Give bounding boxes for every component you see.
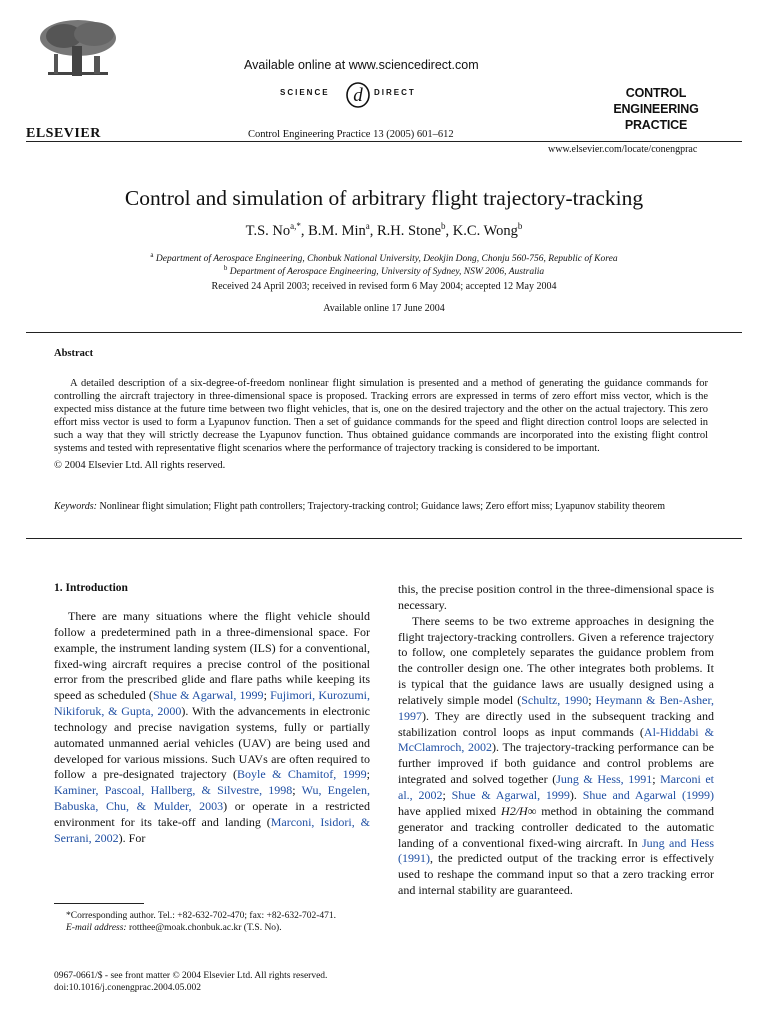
author-list: T.S. $No^{a,*}$, B.M. Min$^a$, R.H. Stone$^b$, K.C. Wong$^b$ bbox=[245, 221, 523, 239]
author-affil-mark: b bbox=[517, 221, 523, 231]
front-matter bbox=[54, 970, 384, 994]
math-h2-hinf: H2/H∞ bbox=[501, 803, 537, 818]
affiliation-a bbox=[0, 251, 768, 264]
journal-url[interactable]: www.elsevier.com/locate/conengprac bbox=[548, 144, 698, 155]
abstract-copyright: © 2004 Elsevier Ltd. All rights reserved. bbox=[54, 460, 226, 471]
author-affil-mark: a bbox=[365, 221, 370, 231]
header-rule bbox=[26, 141, 742, 142]
citation-link[interactable]: Fujimori, Kurozumi, Nikiforuk, & Gupta, 2000 bbox=[54, 688, 370, 719]
abstract-heading: Abstract bbox=[54, 348, 94, 359]
citation-link[interactable]: Marconi, Isidori, & Serrani, 2002 bbox=[54, 814, 370, 845]
affil-text: Department of Aerospace Engineering, Chonbuk National University, Deokjin Dong, Chonju 560-756, Republic of Korea bbox=[155, 254, 618, 265]
journal-name-line2: PRACTICE bbox=[624, 118, 688, 132]
author-name: T.S. No bbox=[245, 222, 291, 239]
paper-title: Control and simulation of arbitrary flight trajectory-tracking bbox=[124, 186, 644, 210]
citation-link[interactable]: Kaminer, Pascoal, Hallberg, & Silvestre, 1998 bbox=[54, 783, 293, 798]
body-column-right bbox=[398, 582, 714, 899]
keywords-label: Keywords: bbox=[54, 501, 97, 512]
citation-link[interactable]: Schultz, 1990 bbox=[521, 692, 589, 707]
svg-text:d: d bbox=[353, 85, 363, 106]
email-address[interactable]: rotthee@moak.chonbuk.ac.kr (T.S. No). bbox=[128, 923, 282, 933]
body-column-left bbox=[54, 609, 370, 847]
citation-link[interactable]: Shue and Agarwal (1999) bbox=[582, 787, 714, 802]
keywords-text: Nonlinear flight simulation; Flight path controllers; Trajectory-tracking control; Guidance laws; Zero effort miss; Lyapunov stability theorem bbox=[99, 501, 666, 512]
author-name: R.H. Stone bbox=[377, 222, 442, 239]
sd-d-icon bbox=[344, 79, 372, 109]
email-label: E-mail address: bbox=[66, 923, 127, 933]
sd-logo-left: SCIENCE bbox=[280, 88, 330, 97]
elsevier-tree-logo bbox=[34, 18, 122, 78]
email-note bbox=[54, 922, 370, 934]
journal-name bbox=[596, 85, 716, 133]
abstract-bottom-rule bbox=[26, 538, 742, 539]
journal-reference: Control Engineering Practice 13 (2005) 601–612 bbox=[248, 129, 454, 140]
available-online-text[interactable]: Available online at www.sciencedirect.com bbox=[244, 58, 479, 72]
sd-logo-right: DIRECT bbox=[374, 88, 416, 97]
intro-paragraph-1: There are many situations where the flight vehicle should follow a predetermined path in a three-dimensional space. For example, the instrument landing system (ILS) for a conventional, fixed-wing aircraft requires a precise control of the positional error from the prescribed glide and flare paths while keeping its speed as scheduled (Shue & Agarwal, 1999; Fujimori, Kurozumi, Nikiforuk, & Gupta, 2000). With the advancements in electronic technology and precise navigation systems, fully or partially automated unmanned aerial vehicles (UAV) are being used and developed for various missions. Such UAVs are often required to follow a pre-designated trajectory (Boyle & Chamitof, 1999; Kaminer, Pascoal, Hallberg, & Silvestre, 1998; Wu, Engelen, Babuska, Chu, & Mulder, 2003) or operate in a restricted environment for its take-off and landing (Marconi, Isidori, & Serrani, 2002). For bbox=[54, 609, 370, 845]
available-date: Available online 17 June 2004 bbox=[323, 303, 445, 314]
section-heading: 1. Introduction bbox=[54, 582, 128, 594]
citation-link[interactable]: Al-Hiddabi & McClamroch, 2002 bbox=[398, 724, 714, 755]
author-affil-mark: b bbox=[441, 221, 446, 231]
affil-mark: b bbox=[223, 264, 228, 272]
citation-link[interactable]: Marconi et al., 2002 bbox=[398, 772, 715, 802]
sciencedirect-logo bbox=[268, 79, 458, 109]
affil-text: Department of Aerospace Engineering, University of Sydney, NSW 2006, Australia bbox=[229, 267, 545, 278]
footnote bbox=[54, 910, 370, 934]
publisher-logo-text: ELSEVIER bbox=[26, 126, 101, 141]
author-name: K.C. Wong bbox=[452, 222, 518, 239]
citation-link[interactable]: Shue & Agarwal, 1999 bbox=[451, 787, 570, 802]
corresponding-author-note: *Corresponding author. Tel.: +82-632-702-470; fax: +82-632-702-471. bbox=[66, 911, 337, 921]
keywords bbox=[54, 501, 708, 514]
intro-paragraph-1-cont: this, the precise position control in the three-dimensional space is necessary. bbox=[398, 582, 714, 612]
citation-link[interactable]: Jung and Hess (1991) bbox=[398, 835, 714, 866]
affiliation-b bbox=[0, 264, 768, 277]
doi-line[interactable]: doi:10.1016/j.conengprac.2004.05.002 bbox=[54, 983, 201, 993]
citation-link[interactable]: Shue & Agarwal, 1999 bbox=[152, 688, 264, 703]
received-dates: Received 24 April 2003; received in revised form 6 May 2004; accepted 12 May 2004 bbox=[211, 281, 557, 292]
issn-line: 0967-0661/$ - see front matter © 2004 Elsevier Ltd. All rights reserved. bbox=[54, 971, 328, 981]
abstract-top-rule bbox=[26, 332, 742, 333]
intro-paragraph-2: There seems to be two extreme approaches in designing the flight trajectory-tracking controllers. Given a reference trajectory to follow, one completely separates the guidance problem from the controller design one. The other integrates both problems. It is typical that the guidance laws are usually designed using a relatively simple model (Schultz, 1990; Heymann & Ben-Asher, 1997). They are directly used in the subsequent tracking and stabilization control loops as input commands (Al-Hiddabi & McClamroch, 2002). The trajectory-tracking performance can be further improved if both guidance and control problems are integrated and solved together (Jung & Hess, 1991; Marconi et al., 2002; Shue & Agarwal, 1999). Shue and Agarwal (1999) have applied mixed H2/H∞ method in obtaining the command generator and tracking controller dedicated to the automatic landing of a conventional fixed-wing aircraft. In Jung and Hess (1991), the predicted output of the tracking error is effectively used to reshape the command input so that a zero tracking error and internal stability are guaranteed. bbox=[398, 613, 715, 898]
citation-link[interactable]: Heymann & Ben-Asher, 1997 bbox=[398, 692, 714, 723]
journal-name-line1: CONTROL ENGINEERING bbox=[613, 86, 699, 116]
affil-mark: a bbox=[150, 251, 154, 259]
citation-link[interactable]: Jung & Hess, 1991 bbox=[556, 772, 653, 787]
citation-link[interactable]: Wu, Engelen, Babuska, Chu, & Mulder, 2003 bbox=[54, 783, 370, 814]
abstract-text: A detailed description of a six-degree-of-freedom nonlinear flight simulation is presented and a method of generating the guidance commands for controlling the aircraft trajectory in three-dimensional space is proposed. Tracking errors are expressed in terms of zero effort miss vector, which is the expected miss distance at the future time between two flight vehicles, that is, one on the desired trajectory and the other on the actual trajectory. This zero effort miss vector is used to form a Lyapunov function. Then a set of guidance commands for the speed and flight direction control loops are selected in such a way that they will strictly decrease the Lyapunov function. Thus obtained guidance commands are incorporated into the existing flight control systems and tested with representative flight scenarios where the performance of trajectory tracking is considered to be important. bbox=[54, 378, 708, 455]
author-name: B.M. Min bbox=[308, 222, 366, 239]
footnote-rule bbox=[54, 903, 144, 904]
citation-link[interactable]: Boyle & Chamitof, 1999 bbox=[237, 767, 367, 782]
author-affil-mark: a,* bbox=[290, 221, 301, 231]
